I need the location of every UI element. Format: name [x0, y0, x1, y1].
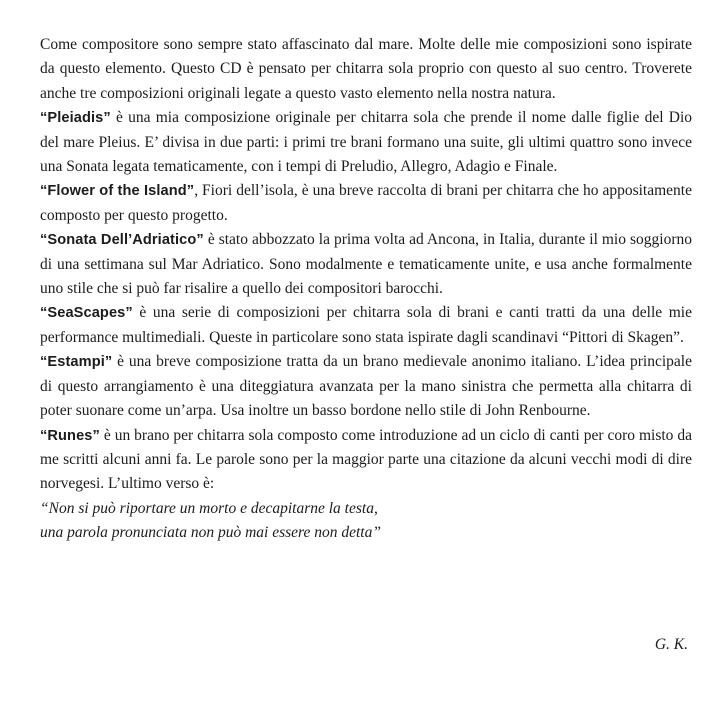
liner-notes-text — [40, 33, 692, 546]
section-title: “Flower of the Island” — [40, 183, 195, 200]
author-signature: G. K. — [654, 636, 688, 653]
section-pleiadis — [40, 106, 692, 179]
section-title: “Estampi” — [40, 354, 113, 371]
section-text: è una serie di composizioni per chitarra sola di brani e canti tratti da una delle mie performance multimediali. Queste in particolare sono stata ispirate dagli scandinavi “Pittori di Skagen”. — [40, 304, 692, 346]
section-title: “SeaScapes” — [40, 305, 133, 322]
verse-line-2: una parola pronunciata non può mai essere non detta” — [40, 524, 381, 542]
section-estampi — [40, 350, 692, 423]
section-title: “Runes” — [40, 427, 100, 444]
section-text: è una mia composizione originale per chitarra sola che prende il nome dalle figlie del Dio del mare Pleius. E’ divisa in due parti: i primi tre brani formano una suite, gli ultimi quattro sono invece una Sonata legata tematicamente, con i tempi di Preludio, Allegro, Adagio e Finale. — [40, 109, 692, 176]
verse-line-1: “Non si può riportare un morto e decapitarne la testa, — [40, 499, 378, 517]
section-title: “Sonata Dell’Adriatico” — [40, 232, 204, 249]
section-title: “Pleiadis” — [40, 110, 111, 127]
section-seascapes — [40, 301, 692, 350]
intro-paragraph: Come compositore sono sempre stato affascinato dal mare. Molte delle mie composizioni sono ispirate da questo elemento. Questo CD è pensato per chitarra sola proprio con questo al suo centro. Troverete anche tre composizioni originali legate a questo vasto elemento nella nostra natura. — [40, 36, 692, 102]
section-text: è un brano per chitarra sola composto come introduzione ad un ciclo di canti per coro misto da me scritti alcuni anni fa. Le parole sono per la maggior parte una citazione da alcuni vecchi modi di dire norvegesi. L’ultimo verso è: — [40, 426, 692, 493]
section-flower-of-the-island — [40, 179, 692, 228]
section-runes — [40, 424, 692, 497]
section-text: è stato abbozzato la prima volta ad Ancona, in Italia, durante il mio soggiorno di una settimana sul Mar Adriatico. Sono modalmente e tematicamente unite, e usa anche formalmente uno stile che si può far risalire a quello dei compositori barocchi. — [40, 231, 692, 298]
section-text: , Fiori dell’isola, è una breve raccolta di brani per chitarra che ho appositamente composto per questo progetto. — [40, 182, 692, 224]
section-sonata-dell-adriatico — [40, 228, 692, 301]
section-text: è una breve composizione tratta da un brano medievale anonimo italiano. L’idea principale di questo arrangiamento è una diteggiatura avanzata per la mano sinistra che permetta alla chitarra di poter suonare come un’arpa. Usa inoltre un basso bordone nello stile di John Renbourne. — [40, 353, 692, 420]
